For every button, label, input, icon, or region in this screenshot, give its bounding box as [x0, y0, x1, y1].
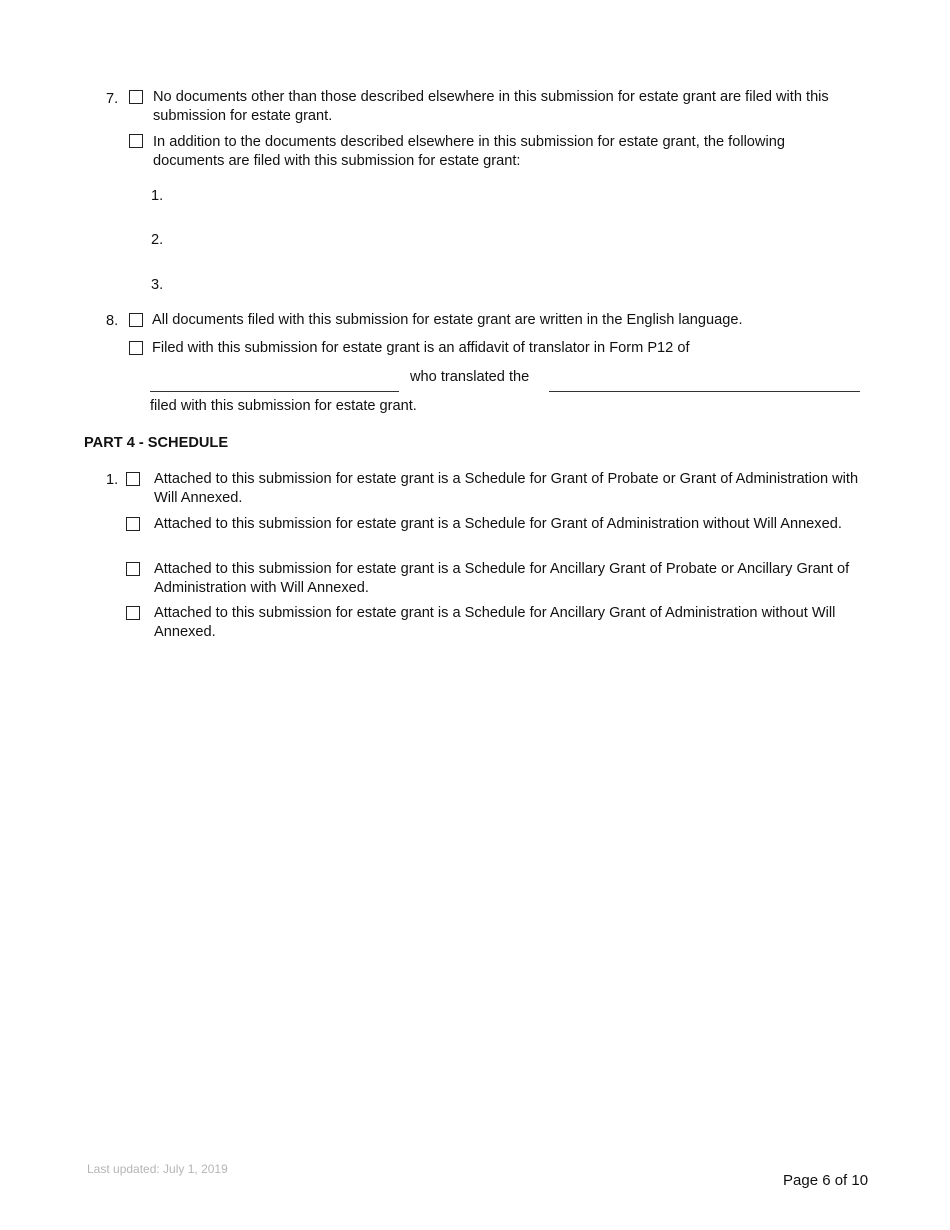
item-8-option-a-checkbox[interactable] — [129, 313, 143, 327]
document-list-number-1: 1. — [151, 188, 164, 204]
schedule-option-4-checkbox[interactable] — [126, 606, 140, 620]
last-updated-note: Last updated: July 1, 2019 — [87, 1162, 228, 1176]
filed-with-label: filed with this submission for estate grant. — [150, 398, 417, 414]
schedule-option-3-text: Attached to this submission for estate grant is a Schedule for Ancillary Grant of Probate or Ancillary Grant of Administration with Will Annexed. — [154, 561, 850, 596]
schedule-option-2-checkbox[interactable] — [126, 517, 140, 531]
schedule-option-1-text: Attached to this submission for estate grant is a Schedule for Grant of Probate or Grant of Administration with Will Annexed. — [154, 471, 859, 506]
page-number: Page 6 of 10 — [783, 1172, 869, 1189]
item-7-option-a-text: No documents other than those described elsewhere in this submission for estate grant are filed with this submission for estate grant. — [153, 89, 829, 124]
document-list-number-2: 2. — [151, 232, 164, 248]
item-7-option-b-checkbox[interactable] — [129, 134, 143, 148]
translated-document-field[interactable] — [549, 391, 860, 392]
part-4-heading: PART 4 - SCHEDULE — [84, 435, 229, 451]
document-list-number-3: 3. — [151, 277, 164, 293]
who-translated-label: who translated the — [410, 369, 530, 385]
schedule-option-3-checkbox[interactable] — [126, 562, 140, 576]
item-8-option-a-text: All documents filed with this submission for estate grant are written in the English language. — [152, 312, 743, 328]
item-7-option-a-checkbox[interactable] — [129, 90, 143, 104]
schedule-option-1-checkbox[interactable] — [126, 472, 140, 486]
item-8-option-b-text: Filed with this submission for estate grant is an affidavit of translator in Form P12 of — [152, 340, 690, 356]
schedule-option-2-text: Attached to this submission for estate grant is a Schedule for Grant of Administration without Will Annexed. — [154, 516, 842, 532]
item-7-option-b-text: In addition to the documents described elsewhere in this submission for estate grant, the following documents are filed with this submission for estate grant: — [153, 134, 785, 169]
item-7-number: 7. — [106, 91, 119, 107]
item-8-number: 8. — [106, 313, 119, 329]
item-8-option-b-checkbox[interactable] — [129, 341, 143, 355]
schedule-option-4-text: Attached to this submission for estate grant is a Schedule for Ancillary Grant of Administration without Will Annexed. — [154, 605, 836, 640]
part-4-item-1-number: 1. — [106, 472, 119, 488]
translator-name-field[interactable] — [150, 391, 399, 392]
